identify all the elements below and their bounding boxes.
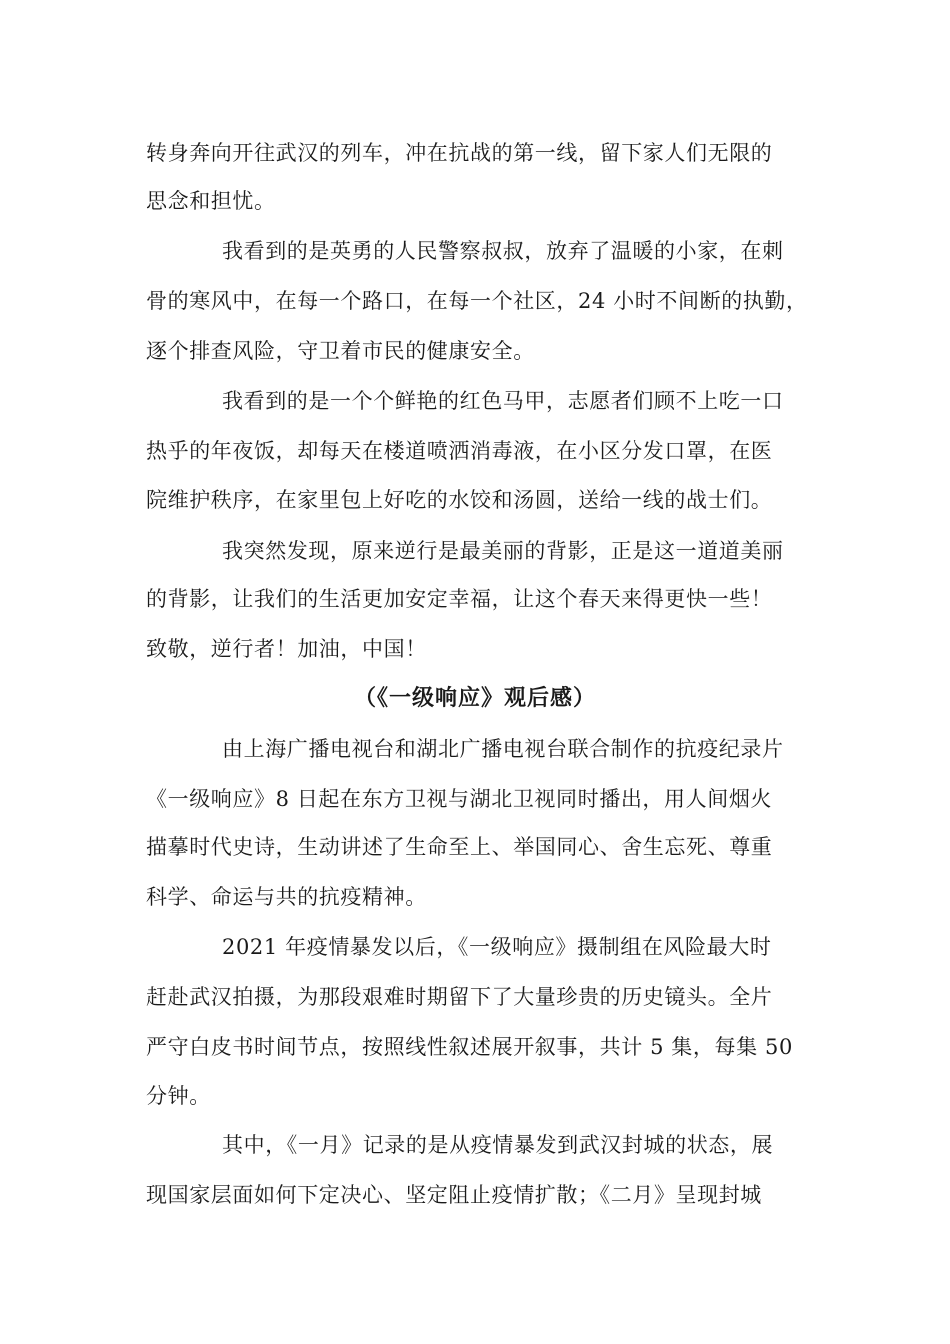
text-line: 科学、命运与共的抗疫精神。 — [146, 885, 427, 909]
section-heading: （《一级响应》观后感） — [353, 686, 596, 711]
text-line: 骨的寒风中，在每一个路口，在每一个社区，24 小时不间断的执勤， — [146, 289, 808, 313]
paragraph-first-line: 我看到的是英勇的人民警察叔叔，放弃了温暖的小家，在刺 — [222, 239, 784, 263]
text-line: 逐个排查风险，守卫着市民的健康安全。 — [146, 339, 535, 363]
text-line: 现国家层面如何下定决心、坚定阻止疫情扩散；《二月》呈现封城 — [146, 1183, 762, 1207]
paragraph-first-line: 其中，《一月》记录的是从疫情暴发到武汉封城的状态，展 — [222, 1133, 774, 1157]
text-line: 院维护秩序，在家里包上好吃的水饺和汤圆，送给一线的战士们。 — [146, 488, 773, 512]
paragraph-first-line: 由上海广播电视台和湖北广播电视台联合制作的抗疫纪录片 — [222, 737, 784, 761]
text-line: 描摹时代史诗，生动讲述了生命至上、举国同心、舍生忘死、尊重 — [146, 835, 773, 859]
text-line: 的背影，让我们的生活更加安定幸福，让这个春天来得更快一些！ — [146, 587, 773, 611]
text-line: 致敬，逆行者！加油，中国！ — [146, 637, 427, 661]
text-line: 热乎的年夜饭，却每天在楼道喷洒消毒液，在小区分发口罩，在医 — [146, 439, 773, 463]
paragraph-first-line: 2021 年疫情暴发以后，《一级响应》摄制组在风险最大时 — [222, 935, 772, 959]
text-line: 转身奔向开往武汉的列车，冲在抗战的第一线，留下家人们无限的 — [146, 141, 773, 165]
paragraph-first-line: 我突然发现，原来逆行是最美丽的背影，正是这一道道美丽 — [222, 539, 784, 563]
text-line: 分钟。 — [146, 1084, 211, 1108]
text-line: 思念和担忧。 — [146, 189, 276, 213]
text-line: 《一级响应》8 日起在东方卫视与湖北卫视同时播出，用人间烟火 — [146, 787, 773, 811]
paragraph-first-line: 我看到的是一个个鲜艳的红色马甲，志愿者们顾不上吃一口 — [222, 389, 784, 413]
text-line: 赶赴武汉拍摄，为那段艰难时期留下了大量珍贵的历史镜头。全片 — [146, 985, 773, 1009]
text-line: 严守白皮书时间节点，按照线性叙述展开叙事，共计 5 集，每集 50 — [146, 1035, 793, 1059]
